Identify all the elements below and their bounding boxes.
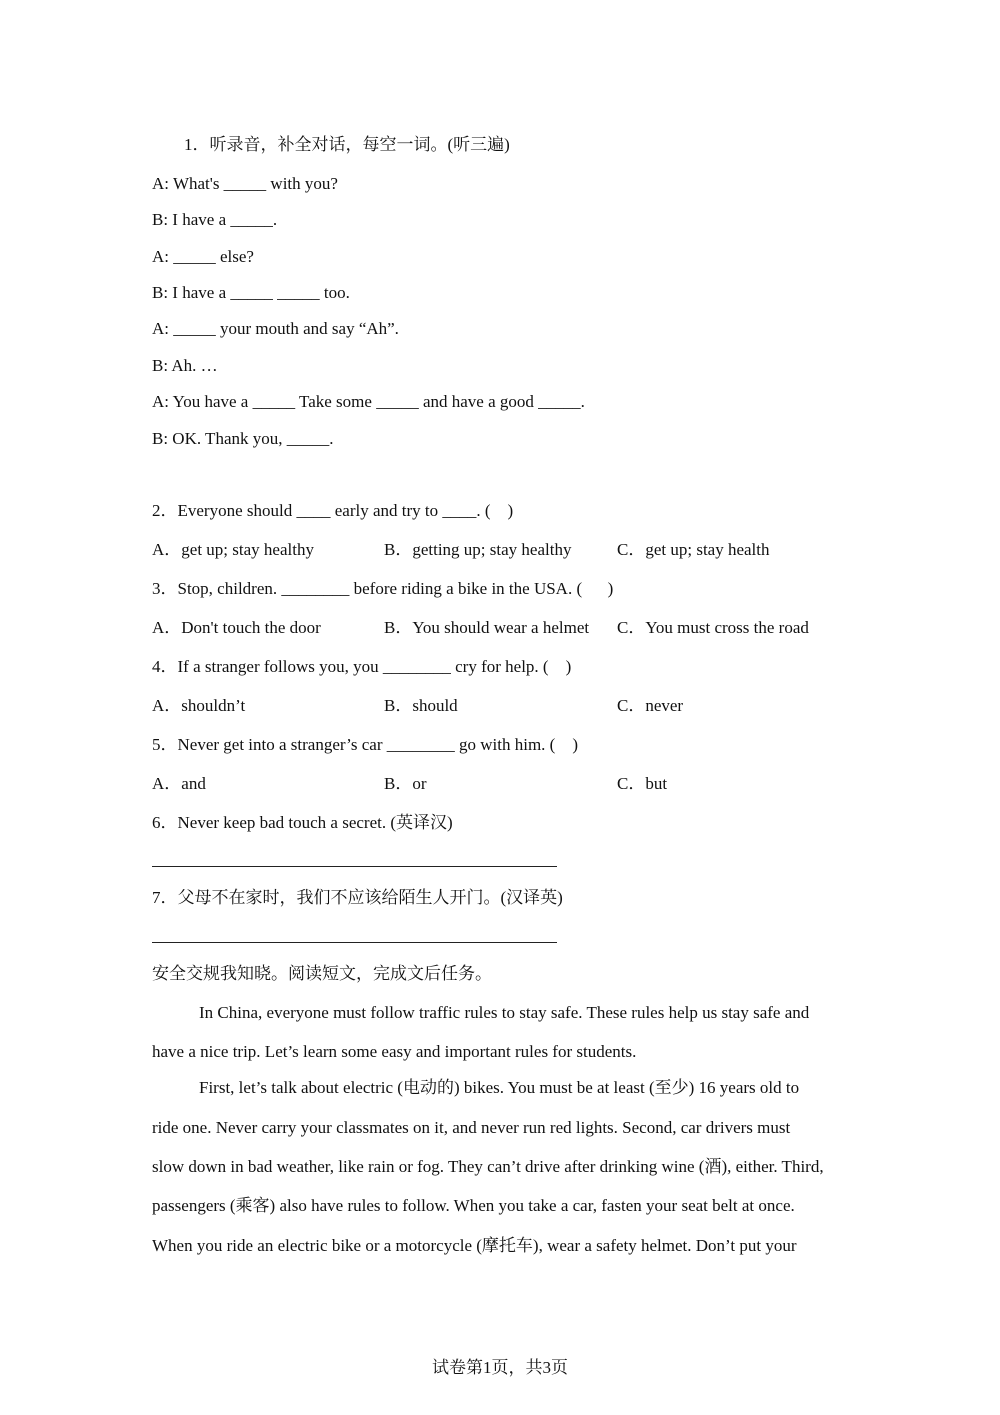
q1-title: 1．听录音，补全对话，每空一词。(听三遍): [184, 135, 510, 154]
q1-dialog-line: A: _____ else?: [152, 247, 254, 266]
q7-answer-line[interactable]: [152, 942, 557, 943]
q5-option-a[interactable]: A．and: [152, 774, 206, 793]
q2-option-a[interactable]: A．get up; stay healthy: [152, 540, 314, 559]
q5-option-c[interactable]: C．but: [617, 774, 668, 793]
q4-option-b[interactable]: B．should: [384, 696, 458, 715]
reading-line: When you ride an electric bike or a motorcycle (摩托车), wear a safety helmet. Don’t put your: [152, 1236, 797, 1255]
reading-line: In China, everyone must follow traffic rules to stay safe. These rules help us stay safe and: [199, 1003, 810, 1022]
q1-dialog-line: A: You have a _____ Take some _____ and have a good _____.: [152, 392, 585, 411]
q7-stem: 7．父母不在家时，我们不应该给陌生人开门。(汉译英): [152, 888, 563, 907]
q5-stem: 5．Never get into a stranger’s car ________ go with him. ( ): [152, 735, 579, 754]
q3-option-c[interactable]: C．You must cross the road: [617, 618, 809, 637]
page-footer: 试卷第1页，共3页: [432, 1358, 568, 1377]
q3-stem: 3．Stop, children. ________ before riding a bike in the USA. ( ): [152, 579, 614, 598]
reading-line: have a nice trip. Let’s learn some easy and important rules for students.: [152, 1042, 637, 1061]
q1-dialog-line: B: Ah. …: [152, 356, 218, 375]
q1-dialog-line: B: OK. Thank you, _____.: [152, 429, 334, 448]
q3-option-b[interactable]: B．You should wear a helmet: [384, 618, 590, 637]
reading-title: 安全交规我知晓。阅读短文，完成文后任务。: [152, 964, 492, 983]
q4-option-a[interactable]: A．shouldn’t: [152, 696, 246, 715]
q1-dialog-line: B: I have a _____ _____ too.: [152, 283, 350, 302]
reading-line: First, let’s talk about electric (电动的) bikes. You must be at least (至少) 16 years old to: [199, 1078, 800, 1097]
q5-option-b[interactable]: B．or: [384, 774, 427, 793]
reading-line: slow down in bad weather, like rain or fog. They can’t drive after drinking wine (酒), either. Third,: [152, 1157, 824, 1176]
q6-stem: 6．Never keep bad touch a secret. (英译汉): [152, 813, 453, 832]
reading-line: ride one. Never carry your classmates on it, and never run red lights. Second, car drivers must: [152, 1118, 791, 1137]
q1-dialog-line: A: What's _____ with you?: [152, 174, 338, 193]
q1-dialog-line: B: I have a _____.: [152, 210, 278, 229]
q1-dialog-line: A: _____ your mouth and say “Ah”.: [152, 319, 399, 338]
q4-option-c[interactable]: C．never: [617, 696, 684, 715]
q2-option-b[interactable]: B．getting up; stay healthy: [384, 540, 572, 559]
reading-line: passengers (乘客) also have rules to follow. When you take a car, fasten your seat belt at once.: [152, 1196, 795, 1215]
q4-stem: 4．If a stranger follows you, you ________ cry for help. ( ): [152, 657, 572, 676]
q2-stem: 2．Everyone should ____ early and try to ____. ( ): [152, 501, 514, 520]
q2-option-c[interactable]: C．get up; stay health: [617, 540, 770, 559]
q3-option-a[interactable]: A．Don't touch the door: [152, 618, 321, 637]
q6-answer-line[interactable]: [152, 866, 557, 867]
